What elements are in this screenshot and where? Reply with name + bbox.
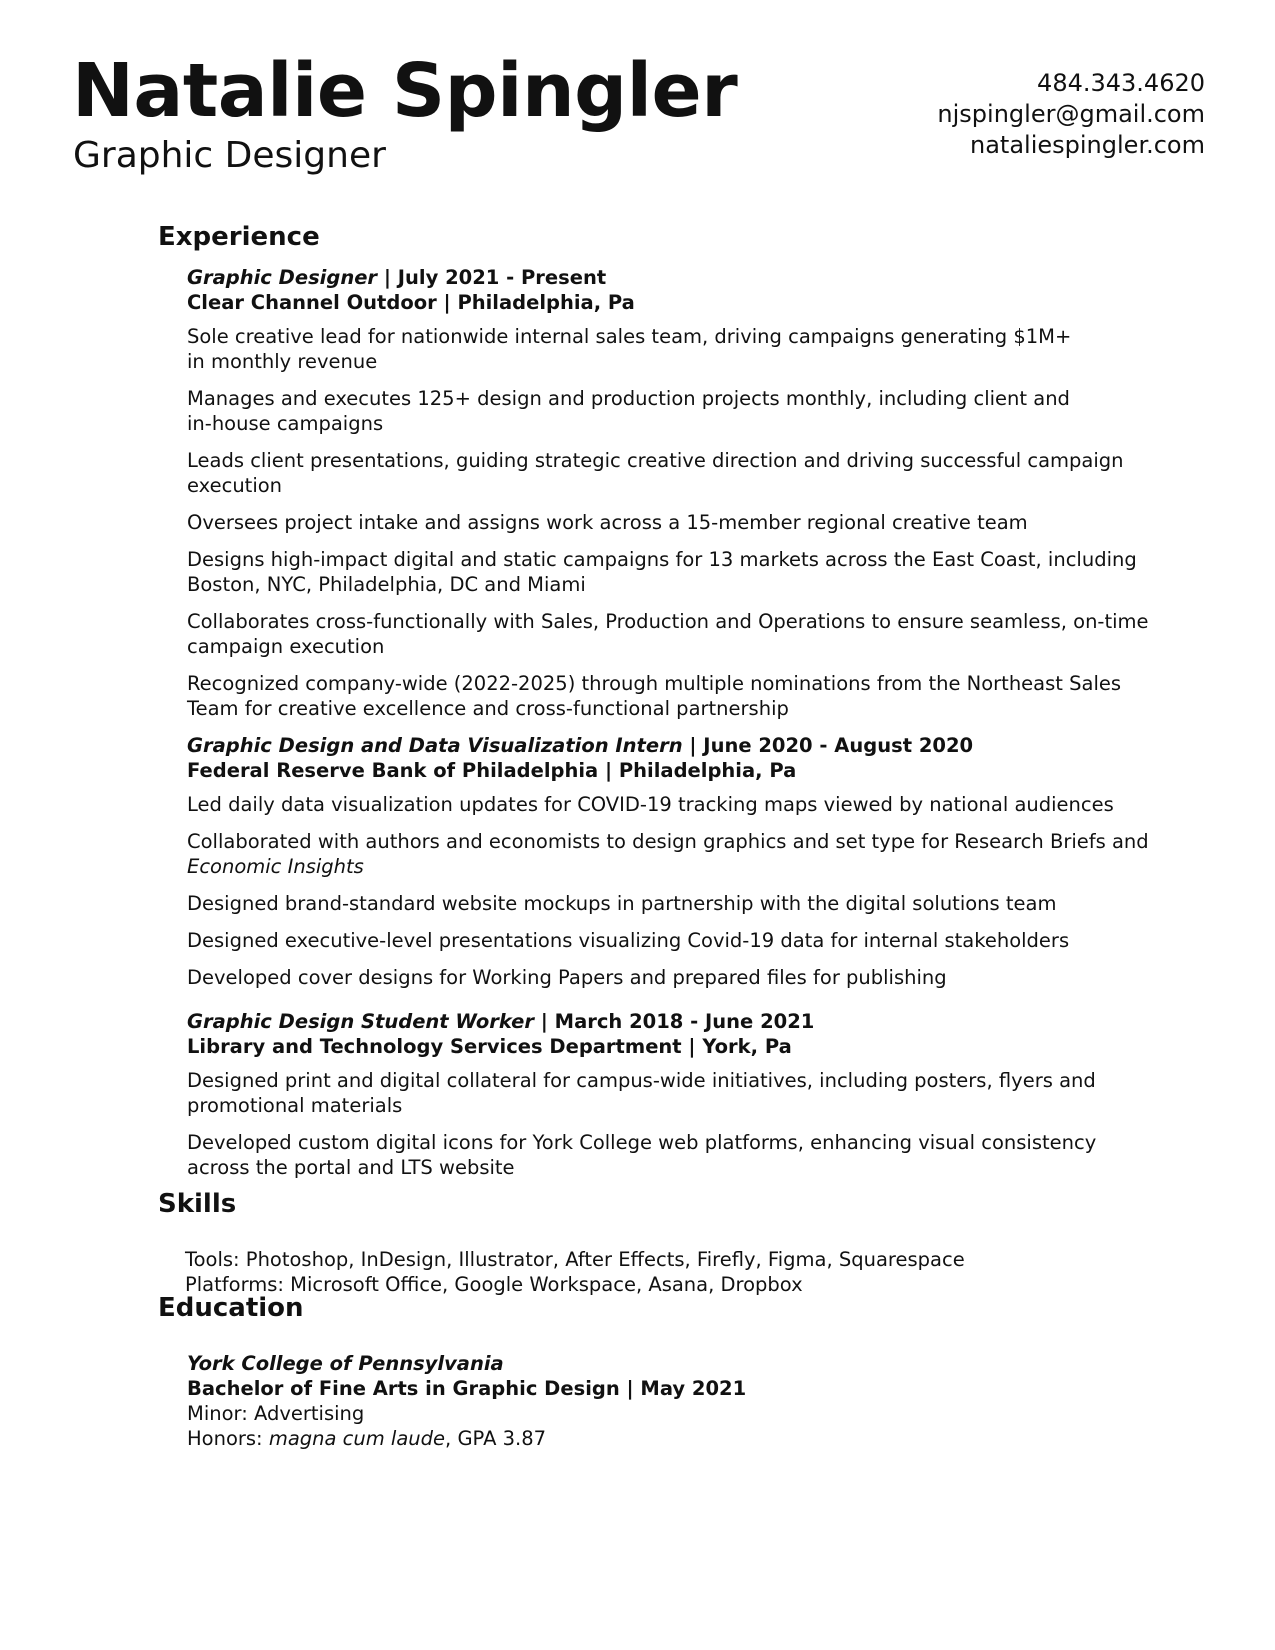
list-item — [187, 829, 1207, 879]
list-item: Sole creative lead for nationwide internal sales team, driving campaigns generating $1M+ in monthly revenue — [187, 325, 1072, 373]
job-role: Graphic Designer — [187, 266, 378, 289]
school-name: York College of Pennsylvania — [187, 1352, 504, 1375]
list-item: Led daily data visualization updates for COVID-19 tracking maps viewed by national audiences — [187, 793, 1114, 816]
honors-prefix: Honors: — [187, 1427, 269, 1450]
list-item: Developed cover designs for Working Papers and prepared files for publishing — [187, 966, 947, 989]
website-url: nataliespingler.com — [970, 131, 1205, 159]
skills-platforms: Platforms: Microsoft Office, Google Workspace, Asana, Dropbox — [185, 1273, 803, 1296]
candidate-title: Graphic Designer — [73, 135, 386, 176]
degree: Bachelor of Fine Arts in Graphic Design | May 2021 — [187, 1377, 747, 1400]
job-entry-york-college — [187, 1009, 1207, 1192]
honors-suffix: , GPA 3.87 — [445, 1427, 547, 1450]
minor: Minor: Advertising — [187, 1402, 365, 1425]
list-item: Collaborates cross-functionally with Sales, Production and Operations to ensure seamless, on-time campaign execution — [187, 610, 1149, 658]
list-item: Developed custom digital icons for York College web platforms, enhancing visual consistency across the portal and LTS website — [187, 1131, 1097, 1179]
list-item: Designed brand-standard website mockups in partnership with the digital solutions team — [187, 892, 1057, 915]
phone-number: 484.343.4620 — [1037, 69, 1205, 97]
list-item: Designed executive-level presentations visualizing Covid-19 data for internal stakeholders — [187, 929, 1070, 952]
experience-heading: Experience — [158, 222, 320, 252]
job-role: Graphic Design Student Worker — [187, 1010, 534, 1033]
job-role: Graphic Design and Data Visualization Intern — [187, 734, 683, 757]
job-title-line — [187, 265, 1207, 290]
list-item: Oversees project intake and assigns work across a 15-member regional creative team — [187, 511, 1028, 534]
job-employer: Clear Channel Outdoor | Philadelphia, Pa — [187, 291, 635, 314]
education-heading: Education — [158, 1293, 304, 1323]
contact-block — [937, 68, 1205, 161]
job-entry-clear-channel — [187, 265, 1207, 733]
job-bullets — [187, 792, 1207, 990]
job-dates: | July 2021 - Present — [377, 266, 607, 289]
job-bullets — [187, 1068, 1207, 1180]
list-item: Designs high-impact digital and static campaigns for 13 markets across the East Coast, including Boston, NYC, Philadelphia, DC and Miami — [187, 548, 1137, 596]
email-address: njspingler@gmail.com — [937, 100, 1205, 128]
job-bullets — [187, 324, 1207, 721]
job-entry-federal-reserve — [187, 733, 1207, 1002]
skills-block — [185, 1247, 965, 1297]
honors — [187, 1426, 746, 1451]
job-dates: | June 2020 - August 2020 — [682, 734, 974, 757]
job-dates: | March 2018 - June 2021 — [533, 1010, 815, 1033]
education-block — [187, 1351, 746, 1451]
list-item: Leads client presentations, guiding strategic creative direction and driving successful campaign execution — [187, 449, 1124, 497]
list-item-text: Collaborated with authors and economists to design graphics and set type for Research Briefs and — [187, 830, 1149, 853]
list-item: Manages and executes 125+ design and production projects monthly, including client and in-house campaigns — [187, 387, 1070, 435]
job-title-line — [187, 733, 1207, 758]
skills-tools: Tools: Photoshop, InDesign, Illustrator, After Effects, Firefly, Figma, Squarespace — [185, 1248, 965, 1271]
job-employer: Federal Reserve Bank of Philadelphia | Philadelphia, Pa — [187, 759, 797, 782]
candidate-name: Natalie Spingler — [72, 48, 738, 134]
job-employer: Library and Technology Services Department | York, Pa — [187, 1035, 792, 1058]
skills-heading: Skills — [158, 1189, 237, 1219]
honors-latin: magna cum laude — [268, 1427, 446, 1450]
job-title-line — [187, 1009, 1207, 1034]
publication-name: Economic Insights — [187, 855, 364, 878]
list-item: Recognized company-wide (2022-2025) through multiple nominations from the Northeast Sales Team for creative excellence and cross-functional partnership — [187, 672, 1122, 720]
list-item: Designed print and digital collateral for campus-wide initiatives, including posters, flyers and promotional materials — [187, 1069, 1096, 1117]
